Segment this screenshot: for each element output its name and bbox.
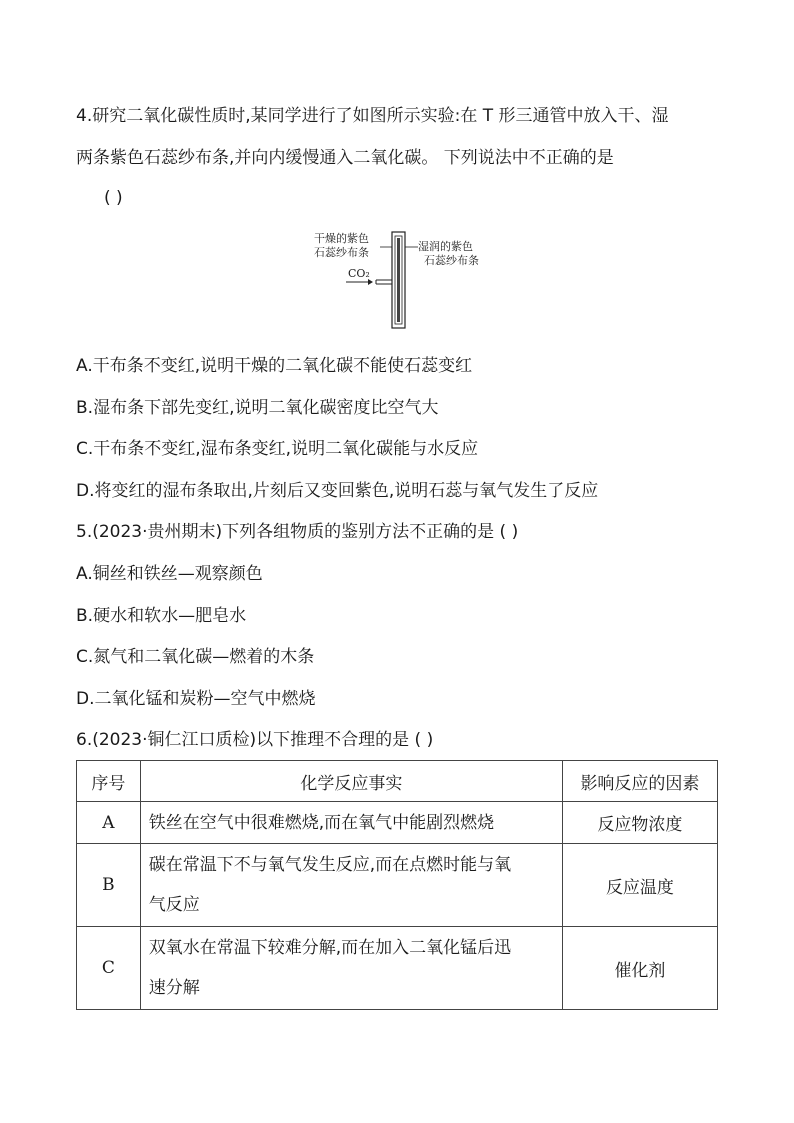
row-fact [140,802,562,844]
header-factor: 影响反应的因素 [562,761,717,802]
q5-option-b: B.硬水和软水—肥皂水 [76,606,247,626]
row-fact-line-1: 碳在常温下不与氧气发生反应,而在点燃时能与氧 [148,855,512,875]
q5-option-a: A.铜丝和铁丝—观察颜色 [76,564,263,584]
right-label-2: 石蕊纱布条 [424,254,479,267]
table-row [77,927,718,1010]
header-index: 序号 [77,761,141,802]
row-fact-line-2: 速分解 [148,978,200,998]
q6-table [76,760,718,1010]
q5-option-d: D.二氧化锰和炭粉—空气中燃烧 [76,689,316,709]
row-id: B [77,844,141,927]
table-header-row [77,761,718,802]
q4-stem-line-2: 两条紫色石蕊纱布条,并向内缓慢通入二氧化碳。 下列说法中不正确的是 [76,148,614,168]
row-factor: 催化剂 [562,927,717,1010]
row-fact-line-1: 双氧水在常温下较难分解,而在加入二氧化锰后迅 [148,938,512,958]
q4-option-b: B.湿布条下部先变红,说明二氧化碳密度比空气大 [76,398,439,418]
q4-option-c: C.干布条不变红,湿布条变红,说明二氧化碳能与水反应 [76,439,479,459]
q4-option-a: A.干布条不变红,说明干燥的二氧化碳不能使石蕊变红 [76,356,473,376]
q4-answer-paren: ( ) [104,188,123,208]
row-factor: 反应物浓度 [562,802,717,844]
left-label-1: 干燥的紫色 [314,232,369,245]
t-tube-diagram [300,226,500,336]
right-label-1: 湿润的紫色 [418,240,473,253]
row-fact [140,927,562,1010]
gauze-strip [397,238,400,322]
row-id: A [77,802,141,844]
q5-option-c: C.氮气和二氧化碳—燃着的木条 [76,647,315,667]
row-id: C [77,927,141,1010]
table-row [77,844,718,927]
co2-label: CO₂ [348,267,370,280]
header-fact: 化学反应事实 [140,761,562,802]
q5-stem: 5.(2023·贵州期末)下列各组物质的鉴别方法不正确的是 ( ) [76,522,519,542]
q6-stem: 6.(2023·铜仁江口质检)以下推理不合理的是 ( ) [76,730,434,750]
table-row [77,802,718,844]
q4-option-d: D.将变红的湿布条取出,片刻后又变回紫色,说明石蕊与氧气发生了反应 [76,481,599,501]
row-factor: 反应温度 [562,844,717,927]
q4-stem-line-1: 4.研究二氧化碳性质时,某同学进行了如图所示实验:在 T 形三通管中放入干、湿 [76,106,669,126]
row-fact [140,844,562,927]
row-fact-line-2: 气反应 [148,895,200,915]
row-fact-line-1: 铁丝在空气中很难燃烧,而在氧气中能剧烈燃烧 [148,812,495,833]
left-label-2: 石蕊纱布条 [314,246,369,259]
